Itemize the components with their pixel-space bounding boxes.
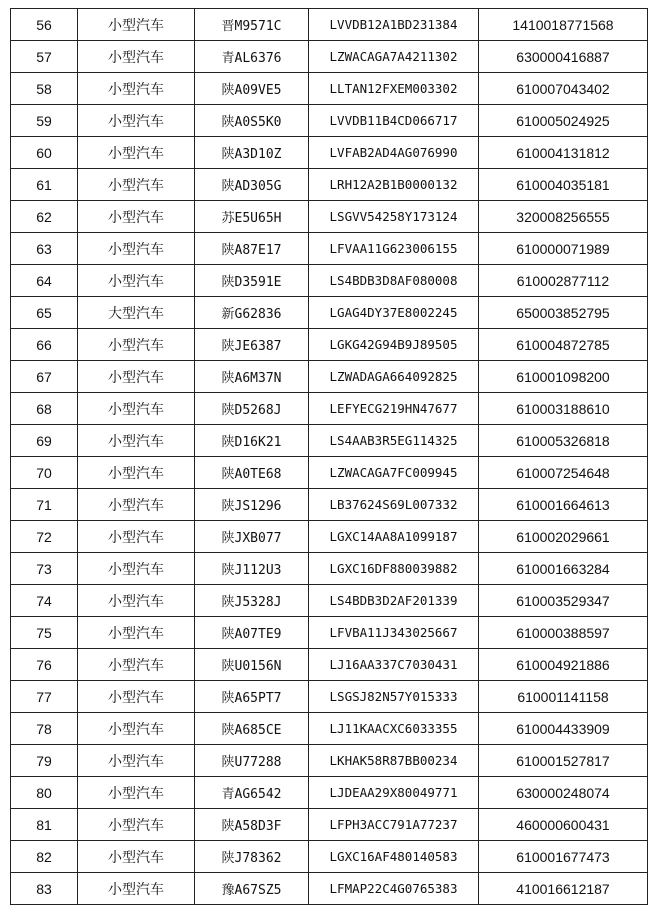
vin-cell: LZWADAGA664092825 [309,361,479,393]
record-code-cell: 460000600431 [479,809,648,841]
vehicle-type-cell: 小型汽车 [78,745,195,777]
record-code-cell: 630000416887 [479,41,648,73]
vehicle-table-body [11,9,648,905]
table-row [11,9,648,41]
vehicle-type-cell: 小型汽车 [78,169,195,201]
row-number-cell: 68 [11,393,78,425]
vehicle-type-cell: 小型汽车 [78,681,195,713]
vehicle-type-cell: 大型汽车 [78,297,195,329]
record-code-cell: 1410018771568 [479,9,648,41]
record-code-cell: 610002029661 [479,521,648,553]
vehicle-type-cell: 小型汽车 [78,329,195,361]
plate-number-cell: 陕A3D10Z [195,137,309,169]
table-row [11,425,648,457]
vehicle-type-cell: 小型汽车 [78,809,195,841]
vin-cell: LSGVV54258Y173124 [309,201,479,233]
plate-number-cell: 陕JS1296 [195,489,309,521]
table-row [11,873,648,905]
record-code-cell: 410016612187 [479,873,648,905]
plate-number-cell: 豫A67SZ5 [195,873,309,905]
vehicle-type-cell: 小型汽车 [78,713,195,745]
vehicle-type-cell: 小型汽车 [78,73,195,105]
vehicle-type-cell: 小型汽车 [78,617,195,649]
row-number-cell: 60 [11,137,78,169]
vehicle-list-page [10,8,647,905]
row-number-cell: 71 [11,489,78,521]
vin-cell: LGXC14AA8A1099187 [309,521,479,553]
row-number-cell: 83 [11,873,78,905]
table-row [11,201,648,233]
vin-cell: LS4BDB3D8AF080008 [309,265,479,297]
plate-number-cell: 陕J112U3 [195,553,309,585]
vin-cell: LFPH3ACC791A77237 [309,809,479,841]
vin-cell: LJDEAA29X80049771 [309,777,479,809]
table-row [11,329,648,361]
row-number-cell: 67 [11,361,78,393]
vin-cell: LFMAP22C4G0765383 [309,873,479,905]
plate-number-cell: 青AG6542 [195,777,309,809]
vehicle-type-cell: 小型汽车 [78,137,195,169]
row-number-cell: 58 [11,73,78,105]
row-number-cell: 59 [11,105,78,137]
vin-cell: LJ16AA337C7030431 [309,649,479,681]
row-number-cell: 56 [11,9,78,41]
plate-number-cell: 陕A07TE9 [195,617,309,649]
vin-cell: LZWACAGA7A4211302 [309,41,479,73]
vehicle-type-cell: 小型汽车 [78,425,195,457]
row-number-cell: 77 [11,681,78,713]
vehicle-type-cell: 小型汽车 [78,457,195,489]
row-number-cell: 61 [11,169,78,201]
table-row [11,649,648,681]
table-row [11,809,648,841]
vehicle-type-cell: 小型汽车 [78,489,195,521]
plate-number-cell: 陕U77288 [195,745,309,777]
record-code-cell: 610000388597 [479,617,648,649]
vin-cell: LFVAA11G623006155 [309,233,479,265]
vehicle-type-cell: 小型汽车 [78,777,195,809]
row-number-cell: 65 [11,297,78,329]
row-number-cell: 70 [11,457,78,489]
vin-cell: LKHAK58R87BB00234 [309,745,479,777]
vin-cell: LZWACAGA7FC009945 [309,457,479,489]
row-number-cell: 74 [11,585,78,617]
row-number-cell: 82 [11,841,78,873]
table-row [11,361,648,393]
record-code-cell: 610001141158 [479,681,648,713]
vin-cell: LGXC16DF880039882 [309,553,479,585]
plate-number-cell: 陕A0S5K0 [195,105,309,137]
plate-number-cell: 陕A58D3F [195,809,309,841]
row-number-cell: 80 [11,777,78,809]
vehicle-type-cell: 小型汽车 [78,361,195,393]
table-row [11,393,648,425]
vehicle-type-cell: 小型汽车 [78,41,195,73]
record-code-cell: 610004433909 [479,713,648,745]
table-row [11,265,648,297]
table-row [11,841,648,873]
table-row [11,233,648,265]
vin-cell: LGKG42G94B9J89505 [309,329,479,361]
table-row [11,617,648,649]
row-number-cell: 63 [11,233,78,265]
table-row [11,521,648,553]
record-code-cell: 610001663284 [479,553,648,585]
row-number-cell: 62 [11,201,78,233]
table-row [11,137,648,169]
table-row [11,489,648,521]
vehicle-type-cell: 小型汽车 [78,393,195,425]
vin-cell: LGXC16AF480140583 [309,841,479,873]
record-code-cell: 610005024925 [479,105,648,137]
table-row [11,745,648,777]
record-code-cell: 650003852795 [479,297,648,329]
record-code-cell: 610004921886 [479,649,648,681]
vin-cell: LRH12A2B1B0000132 [309,169,479,201]
table-row [11,169,648,201]
plate-number-cell: 陕J5328J [195,585,309,617]
plate-number-cell: 陕D5268J [195,393,309,425]
record-code-cell: 610001098200 [479,361,648,393]
table-row [11,713,648,745]
row-number-cell: 79 [11,745,78,777]
vehicle-type-cell: 小型汽车 [78,553,195,585]
row-number-cell: 64 [11,265,78,297]
vin-cell: LVFAB2AD4AG076990 [309,137,479,169]
table-row [11,681,648,713]
vin-cell: LEFYECG219HN47677 [309,393,479,425]
vehicle-table [10,8,648,905]
record-code-cell: 320008256555 [479,201,648,233]
table-row [11,457,648,489]
vehicle-type-cell: 小型汽车 [78,201,195,233]
vin-cell: LFVBA11J343025667 [309,617,479,649]
plate-number-cell: 陕A6M37N [195,361,309,393]
plate-number-cell: 陕D16K21 [195,425,309,457]
vehicle-type-cell: 小型汽车 [78,105,195,137]
row-number-cell: 73 [11,553,78,585]
record-code-cell: 610004131812 [479,137,648,169]
record-code-cell: 610007254648 [479,457,648,489]
table-row [11,73,648,105]
plate-number-cell: 青AL6376 [195,41,309,73]
record-code-cell: 610004872785 [479,329,648,361]
plate-number-cell: 陕A87E17 [195,233,309,265]
plate-number-cell: 陕A09VE5 [195,73,309,105]
record-code-cell: 610004035181 [479,169,648,201]
vehicle-type-cell: 小型汽车 [78,841,195,873]
plate-number-cell: 陕D3591E [195,265,309,297]
row-number-cell: 75 [11,617,78,649]
plate-number-cell: 陕JXB077 [195,521,309,553]
vehicle-type-cell: 小型汽车 [78,649,195,681]
record-code-cell: 610007043402 [479,73,648,105]
plate-number-cell: 晋M9571C [195,9,309,41]
plate-number-cell: 陕U0156N [195,649,309,681]
record-code-cell: 610003188610 [479,393,648,425]
plate-number-cell: 陕A685CE [195,713,309,745]
record-code-cell: 630000248074 [479,777,648,809]
row-number-cell: 81 [11,809,78,841]
plate-number-cell: 陕J78362 [195,841,309,873]
table-row [11,553,648,585]
plate-number-cell: 陕A0TE68 [195,457,309,489]
plate-number-cell: 陕AD305G [195,169,309,201]
vin-cell: LGAG4DY37E8002245 [309,297,479,329]
plate-number-cell: 陕JE6387 [195,329,309,361]
record-code-cell: 610001527817 [479,745,648,777]
vin-cell: LVVDB11B4CD066717 [309,105,479,137]
row-number-cell: 69 [11,425,78,457]
table-row [11,297,648,329]
table-row [11,105,648,137]
vin-cell: LB37624S69L007332 [309,489,479,521]
table-row [11,41,648,73]
vin-cell: LSGSJ82N57Y015333 [309,681,479,713]
vin-cell: LJ11KAACXC6033355 [309,713,479,745]
record-code-cell: 610005326818 [479,425,648,457]
row-number-cell: 57 [11,41,78,73]
record-code-cell: 610003529347 [479,585,648,617]
vin-cell: LLTAN12FXEM003302 [309,73,479,105]
table-row [11,777,648,809]
row-number-cell: 78 [11,713,78,745]
plate-number-cell: 新G62836 [195,297,309,329]
vehicle-type-cell: 小型汽车 [78,585,195,617]
row-number-cell: 76 [11,649,78,681]
vin-cell: LVVDB12A1BD231384 [309,9,479,41]
table-row [11,585,648,617]
vehicle-type-cell: 小型汽车 [78,521,195,553]
row-number-cell: 66 [11,329,78,361]
vehicle-type-cell: 小型汽车 [78,873,195,905]
record-code-cell: 610002877112 [479,265,648,297]
vin-cell: LS4BDB3D2AF201339 [309,585,479,617]
plate-number-cell: 苏E5U65H [195,201,309,233]
plate-number-cell: 陕A65PT7 [195,681,309,713]
vehicle-type-cell: 小型汽车 [78,233,195,265]
vehicle-type-cell: 小型汽车 [78,265,195,297]
record-code-cell: 610001677473 [479,841,648,873]
vin-cell: LS4AAB3R5EG114325 [309,425,479,457]
vehicle-type-cell: 小型汽车 [78,9,195,41]
row-number-cell: 72 [11,521,78,553]
record-code-cell: 610000071989 [479,233,648,265]
record-code-cell: 610001664613 [479,489,648,521]
